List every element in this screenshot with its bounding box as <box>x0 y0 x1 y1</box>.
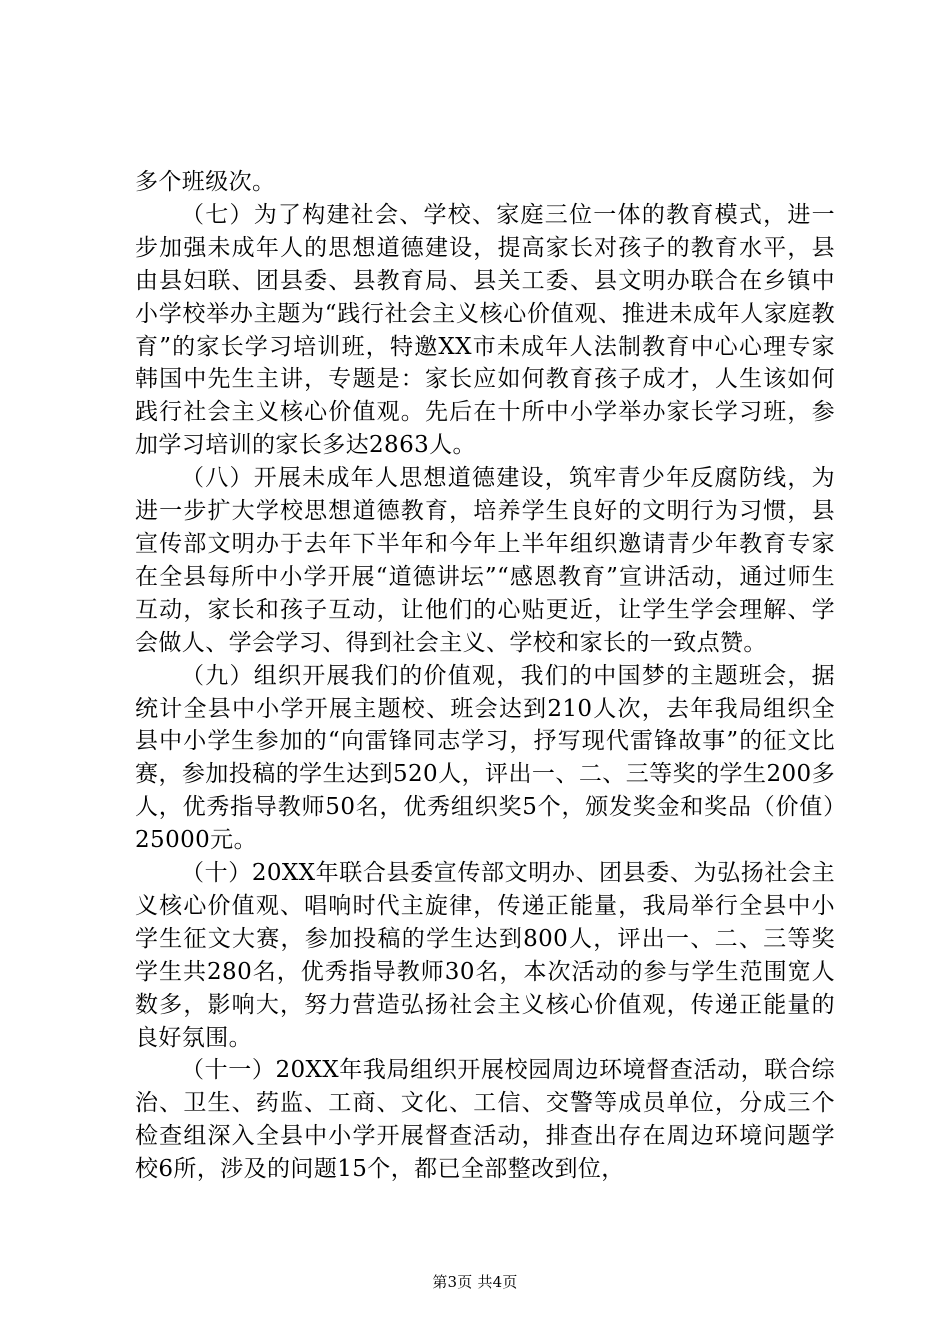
paragraph-continuation: 多个班级次。 <box>135 169 276 195</box>
paragraph-item-11: （十一）20XX年我局组织开展校园周边环境督查活动，联合综治、卫生、药监、工商、文化、工信、交警等成员单位，分成三个检查组深入全县中小学开展督查活动，排查出存在周边环境问题学校6所，涉及的问题15个，都已全部整改到位， <box>135 1057 835 1183</box>
paragraph-item-10: （十）20XX年联合县委宣传部文明办、团县委、为弘扬社会主义核心价值观、唱响时代主旋律，传递正能量，我局举行全县中小学生征文大赛，参加投稿的学生达到800人，评出一、二、三等奖学生共280名，优秀指导教师30名，本次活动的参与学生范围宽人数多，影响大，努力营造弘扬社会主义核心价值观，传递正能量的良好氛围。 <box>135 860 835 1051</box>
paragraph-item-9: （九）组织开展我们的价值观，我们的中国梦的主题班会，据统计全县中小学开展主题校、班会达到210人次，去年我局组织全县中小学生参加的“向雷锋同志学习，抒写现代雷锋故事”的征文比赛，参加投稿的学生达到520人，评出一、二、三等奖的学生200多人，优秀指导教师50名，优秀组织奖5个，颁发奖金和奖品（价值）25000元。 <box>135 662 835 854</box>
document-body <box>135 166 835 1186</box>
paragraph-item-7: （七）为了构建社会、学校、家庭三位一体的教育模式，进一步加强未成年人的思想道德建设，提高家长对孩子的教育水平，县由县妇联、团县委、县教育局、县关工委、县文明办联合在乡镇中小学校举办主题为“践行社会主义核心价值观、推进未成年人家庭教育”的家长学习培训班，特邀XX市未成年人法制教育中心心理专家韩国中先生主讲，专题是：家长应如何教育孩子成才，人生该如何践行社会主义核心价值观。先后在十所中小学举办家长学习班，参加学习培训的家长多达2863人。 <box>135 201 835 459</box>
page-number-footer: 第3页 共4页 <box>432 1273 518 1291</box>
paragraph-item-8: （八）开展未成年人思想道德建设，筑牢青少年反腐防线，为进一步扩大学校思想道德教育，培养学生良好的文明行为习惯，县宣传部文明办于去年下半年和今年上半年组织邀请青少年教育专家在全县每所中小学开展“道德讲坛”“感恩教育”宣讲活动，通过师生互动，家长和孩子互动，让他们的心贴更近，让学生学会理解、学会做人、学会学习、得到社会主义、学校和家长的一致点赞。 <box>135 465 835 656</box>
